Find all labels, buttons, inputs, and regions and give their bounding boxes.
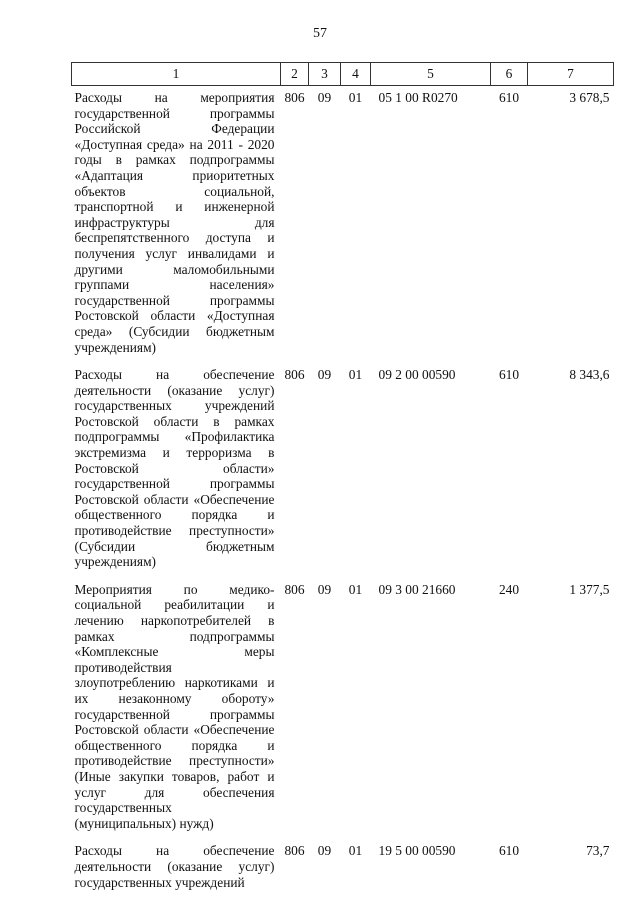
- table-row: [72, 839, 614, 898]
- page-number: 57: [313, 26, 327, 41]
- row-col-5: 05 1 00 R0270: [378, 90, 458, 105]
- row-col-4: 01: [348, 581, 363, 597]
- row-col-2: 806: [284, 367, 305, 383]
- row-col-6: 610: [498, 367, 520, 383]
- budget-table: [71, 62, 614, 898]
- row-col-7: 3 678,5: [569, 90, 610, 105]
- row-col-6: 610: [498, 90, 520, 105]
- row-col-6: 240: [498, 581, 520, 597]
- row-col-3: 09: [317, 581, 332, 597]
- row-col-7: 8 343,6: [569, 367, 610, 383]
- table-row: [72, 578, 614, 840]
- row-col-2: 806: [284, 843, 305, 859]
- row-col-3: 09: [317, 843, 332, 859]
- row-col-6: 610: [498, 843, 520, 859]
- header-col-7: 7: [528, 63, 614, 86]
- table-header-row: [72, 63, 614, 86]
- header-col-5: 5: [371, 63, 491, 86]
- header-col-3: 3: [309, 63, 341, 86]
- row-col-4: 01: [348, 843, 363, 859]
- row-col-4: 01: [348, 90, 363, 105]
- row-col-3: 09: [317, 90, 332, 105]
- row-col-7: 1 377,5: [569, 581, 610, 597]
- row-col-5: 09 3 00 21660: [378, 581, 456, 597]
- row-col-3: 09: [317, 367, 332, 383]
- row-col-4: 01: [348, 367, 363, 383]
- table-row: [72, 363, 614, 578]
- header-col-6: 6: [491, 63, 528, 86]
- header-col-1: 1: [72, 63, 281, 86]
- row-col-2: 806: [284, 581, 305, 597]
- row-col-7: 73,7: [586, 843, 610, 859]
- row-col-2: 806: [284, 90, 305, 105]
- row-description: Расходы на обеспечение деятельности (оказание услуг) государственных учреждений Ростовской области в рамках подпрограммы «Профилактика экстремизма и терроризма в Ростовской области» государственной программы Ростовской области «Обеспечение общественного порядка и противодействие преступности» (Субсидии бюджетным учреждениям): [74, 367, 275, 570]
- header-col-2: 2: [281, 63, 309, 86]
- table-row: [72, 86, 614, 364]
- row-description: Расходы на обеспечение деятельности (оказание услуг) государственных учреждений: [74, 843, 275, 890]
- row-col-5: 19 5 00 00590: [378, 843, 456, 859]
- row-col-5: 09 2 00 00590: [378, 367, 456, 383]
- header-col-4: 4: [341, 63, 371, 86]
- row-description: Мероприятия по медико-социальной реабилитации и лечению наркопотребителей в рамках подпрограммы «Комплексные меры противодействия злоупотреблению наркотиками и их незаконному обороту» государственной программы Ростовской области «Обеспечение общественного порядка и противодействие преступности» (Иные закупки товаров, работ и услуг для обеспечения государственных (муниципальных) нужд): [74, 581, 275, 831]
- row-description: Расходы на мероприятия государственной программы Российской Федерации «Доступная среда» на 2011 - 2020 годы в рамках подпрограммы «Адаптация приоритетных объектов социальной, транспортной и инженерной инфраструктуры для беспрепятственного доступа и получения услуг инвалидами и другими маломобильными группами населения» государственной программы Ростовской области «Доступная среда» (Субсидии бюджетным учреждениям): [74, 90, 275, 355]
